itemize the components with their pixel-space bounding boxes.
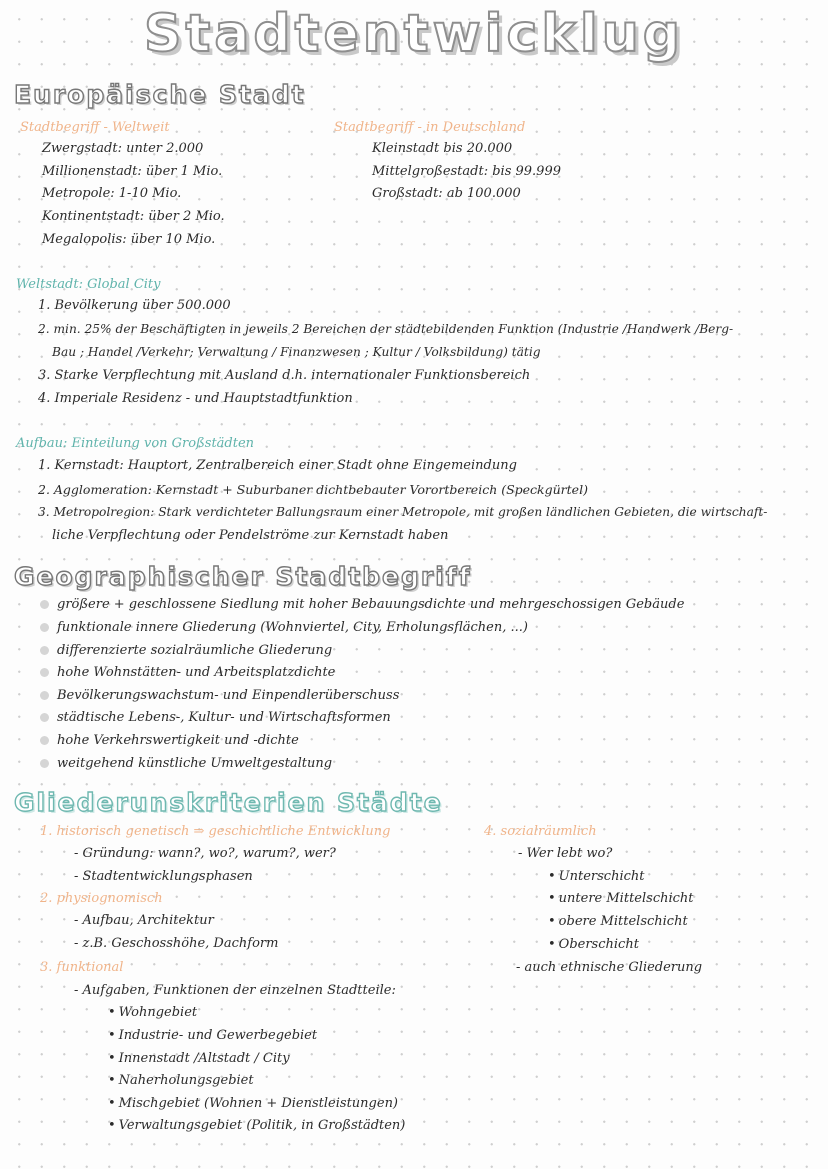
list-item: Bau ; Handel /Verkehr; Verwaltung / Finanzwesen ; Kultur / Volksbildung) tätig	[52, 345, 541, 359]
list-item: Mittelgroßestadt: bis 99.999	[372, 164, 561, 179]
list-item: • Verwaltungsgebiet (Politik, in Großstädten)	[108, 1118, 405, 1133]
bullet-item: differenzierte sozialräumliche Gliederung	[40, 643, 332, 658]
section-heading-gliederungskriterien: Gliederunskriterien Städte	[14, 788, 443, 817]
list-item: - Stadtentwicklungsphasen	[74, 869, 253, 884]
bullet-item: funktionale innere Gliederung (Wohnviertel, City, Erholungsflächen, ...)	[40, 620, 528, 635]
list-item: liche Verpflechtung oder Pendelströme zur Kernstadt haben	[52, 528, 449, 543]
list-item: Metropole: 1-10 Mio.	[42, 186, 182, 201]
bullet-item: städtische Lebens-, Kultur- und Wirtschaftsformen	[40, 710, 391, 725]
subtitle-historisch-genetisch: 1. historisch genetisch ⇒ geschichtliche Entwicklung	[40, 824, 391, 839]
list-item: 4. Imperiale Residenz - und Hauptstadtfunktion	[38, 391, 353, 406]
list-item: • Unterschicht	[548, 869, 645, 884]
section-heading-geographischer-stadtbegriff: Geographischer Stadtbegriff	[14, 562, 472, 591]
list-item: Kleinstadt bis 20.000	[372, 141, 513, 156]
list-item: • Innenstadt /Altstadt / City	[108, 1051, 290, 1066]
subtitle-funktional: 3. funktional	[40, 960, 124, 975]
subtitle-aufbau: Aufbau: Einteilung von Großstädten	[16, 436, 255, 451]
section-heading-europaeische-stadt: Europäische Stadt	[14, 80, 306, 109]
list-item: Großstadt: ab 100.000	[372, 186, 521, 201]
list-item: • Mischgebiet (Wohnen + Dienstleistungen)	[108, 1096, 398, 1111]
list-item: 1. Kernstadt: Hauptort, Zentralbereich einer Stadt ohne Eingemeindung	[38, 458, 517, 473]
list-item: • untere Mittelschicht	[548, 891, 694, 906]
subtitle-physiognomisch: 2. physiognomisch	[40, 891, 163, 906]
list-item: 3. Metropolregion: Stark verdichteter Ballungsraum einer Metropole, mit großen ländlichen Gebieten, die wirtschaft-	[38, 505, 768, 519]
list-item: Megalopolis: über 10 Mio.	[42, 232, 216, 247]
page-title: Stadtentwicklug	[144, 4, 684, 64]
list-item: - auch ethnische Gliederung	[516, 960, 703, 975]
list-item: • Oberschicht	[548, 937, 639, 952]
bullet-item: Bevölkerungswachstum- und Einpendlerüberschuss	[40, 688, 399, 703]
list-item: 2. min. 25% der Beschäftigten in jeweils 2 Bereichen der städtebildenden Funktion (Industrie /Handwerk /Berg-	[38, 322, 734, 336]
list-item: - Gründung: wann?, wo?, warum?, wer?	[74, 846, 336, 861]
list-item: - z.B. Geschosshöhe, Dachform	[74, 936, 279, 951]
list-item: • Wohngebiet	[108, 1005, 197, 1020]
list-item: Zwergstadt: unter 2.000	[42, 141, 204, 156]
bullet-item: weitgehend künstliche Umweltgestaltung	[40, 756, 332, 771]
subtitle-sozialraeumlich: 4. sozialräumlich	[484, 824, 597, 839]
list-item: - Aufgaben, Funktionen der einzelnen Stadtteile:	[74, 983, 396, 998]
subtitle-stadtbegriff-weltweit: Stadtbegriff - Weltweit	[20, 120, 170, 135]
bullet-item: hohe Verkehrswertigkeit und -dichte	[40, 733, 299, 748]
list-item: 1. Bevölkerung über 500.000	[38, 298, 231, 313]
list-item: • Naherholungsgebiet	[108, 1073, 254, 1088]
list-item: Kontinentstadt: über 2 Mio.	[42, 209, 225, 224]
subtitle-weltstadt: Weltstadt: Global City	[16, 277, 161, 292]
list-item: - Aufbau, Architektur	[74, 913, 214, 928]
list-item: Millionenstadt: über 1 Mio.	[42, 164, 223, 179]
list-item: • Industrie- und Gewerbegebiet	[108, 1028, 317, 1043]
bullet-item: hohe Wohnstätten- und Arbeitsplatzdichte	[40, 665, 335, 680]
list-item: • obere Mittelschicht	[548, 914, 688, 929]
list-item: 3. Starke Verpflechtung mit Ausland d.h. internationaler Funktionsbereich	[38, 368, 531, 383]
list-item: - Wer lebt wo?	[518, 846, 613, 861]
bullet-item: größere + geschlossene Siedlung mit hoher Bebauungsdichte und mehrgeschossigen Gebäude	[40, 597, 684, 612]
subtitle-stadtbegriff-deutschland: Stadtbegriff - in Deutschland	[334, 120, 526, 135]
list-item: 2. Agglomeration: Kernstadt + Suburbaner dichtbebauter Vorortbereich (Speckgürtel)	[38, 482, 588, 497]
